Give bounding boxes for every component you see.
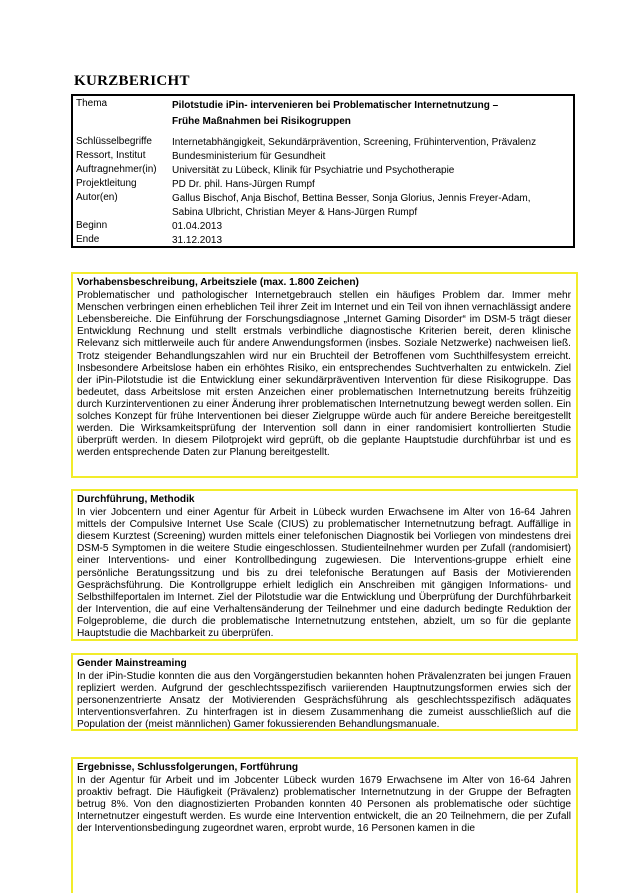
section-body: Problematischer und pathologischer Internetgebrauch stellen ein häufiges Problem dar. Immer mehr Menschen verbringen einen erheblichen Teil ihrer Zeit im Internet und ein Teil von ihnen vernachlässigt andere Lebensbereiche. Die Einführung der Forschungsdiagnose „Internet Gaming Disorder“ im DSM-5 trägt dieser Entwicklung Rechnung und stellt erstmals verbindliche diagnostische Kriterien bereit, deren klinische Relevanz sich mittlerweile auch für andere Anwendungsformen (insbes. Soziale Netzwerke) nachweisen ließ. Trotz steigender Behandlungszahlen wird nur ein Bruchteil der Betroffenen vom Suchthilfesystem erreicht. Insbesondere Arbeitslose haben ein erhöhtes Risiko, ein entsprechendes Suchtverhalten zu entwickeln. Ziel der iPin-Pilotstudie ist die Entwicklung einer sekundärpräventiven Intervention für diese Risikogruppe. Das bedeutet, dass Arbeitslose mit ersten Anzeichen einer problematischen Internetnutzung bereits frühzeitig durch Kurzinterventionen zu einer Änderung ihrer problematischen Internetnutzung bewegt werden sollen. Ein solches Konzept für frühe Interventionen bei dieser Zielgruppe würde auch für andere Bereiche bereitgestellt werden. Die Wirksamkeitsprüfung der Intervention soll dann in einer randomisiert kontrollierten Studie überprüft werden. In diesem Pilotprojekt wird geprüft, ob die geplante Hauptstudie durchführbar ist und es werden entsprechende Daten zur Planung bereitgestellt. — [77, 290, 571, 459]
section-durchfuehrung — [71, 489, 578, 641]
auftrag-value: Universität zu Lübeck, Klinik für Psychiatrie und Psychotherapie — [172, 165, 455, 176]
section-body: In der iPin-Studie konnten die aus den Vorgängerstudien bekannten hohen Prävalenzraten bei jungen Frauen repliziert werden. Aufgrund der geschlechtsspezifisch variierenden Hauptnutzungsformen erwies sich der personenzentrierte Ansatz der Motivierenden Gesprächsführung als geschlechtsspezifisch adäquates Interventionsverfahren. Zu hinterfragen ist in diesem Zusammenhang die zumeist ausschließlich auf die Population der (meist männlichen) Gamer fokussierenden Behandlungsmanuale. — [77, 671, 571, 731]
page-title: KURZBERICHT — [74, 73, 190, 89]
thema-label: Thema — [76, 98, 108, 109]
section-heading: Vorhabensbeschreibung, Arbeitsziele (max. 1.800 Zeichen) — [77, 277, 359, 288]
projekt-value: PD Dr. phil. Hans-Jürgen Rumpf — [172, 179, 315, 190]
section-body: In vier Jobcentern und einer Agentur für Arbeit in Lübeck wurden Erwachsene im Alter von 16-64 Jahren mittels der Compulsive Internet Use Scale (CIUS) zu problematischer Internetnutzung befragt. Auffällige in diesem Kurztest (Screening) wurden mittels einer telefonischen Diagnostik bei Vorliegen von mindestens drei DSM-5 Symptomen in die weitere Studie eingeschlossen. Studienteilnehmer wurden per Zufall (randomisiert) einer Interventions- und einer Kontrollbedingung zugewiesen. Die Interventions-gruppe erhielt eine persönliche Beratungssitzung und bis zu drei telefonische Beratungen auf Basis der Motivierenden Gesprächsführung. Die Kontrollgruppe erhielt lediglich ein Anschreiben mit gängigen Informations- und Selbsthilfeportalen im Internet. Ziel der Pilotstudie war die Entwicklung und Überprüfung der Durchführbarkeit der Intervention, die auf eine Verhaltensänderung der Teilnehmer und eine dadurch bedingte Reduktion der Folgeprobleme, die durch die problematische Internetnutzung entstehen, abzielt, um so für die geplante Hauptstudie die Machbarkeit zu überprüfen. — [77, 507, 571, 640]
thema-value — [172, 98, 569, 130]
section-vorhabensbeschreibung — [71, 272, 578, 478]
auftrag-label: Auftragnehmer(in) — [76, 164, 157, 175]
project-info-table — [71, 94, 575, 248]
thema-line-1: Pilotstudie iPin- intervenieren bei Problematischer Internetnutzung – — [172, 100, 499, 111]
section-heading: Gender Mainstreaming — [77, 658, 187, 669]
section-body: In der Agentur für Arbeit und im Jobcenter Lübeck wurden 1679 Erwachsene im Alter von 16-64 Jahren proaktiv befragt. Die Häufigkeit (Prävalenz) problematischer Internetnutzung in der Gruppe der Befragten betrug 8%. Von den diagnostizierten Probanden konnten 40 Personen als problematische oder süchtige Internetnutzer eingestuft werden. Es wurde eine Intervention entwickelt, die an 20 Teilnehmern, die per Zufall der Interventionsbedingung zugeordnet waren, erprobt wurde, 16 Personen kamen in die — [77, 775, 571, 835]
ressort-value: Bundesministerium für Gesundheit — [172, 151, 326, 162]
ende-label: Ende — [76, 234, 100, 245]
beginn-value: 01.04.2013 — [172, 221, 223, 232]
ressort-label: Ressort, Institut — [76, 150, 146, 161]
autor-value — [172, 192, 569, 220]
schluessel-label: Schlüsselbegriffe — [76, 136, 152, 147]
section-heading: Durchführung, Methodik — [77, 494, 195, 505]
section-ergebnisse — [71, 757, 578, 893]
ende-value: 31.12.2013 — [172, 235, 223, 246]
autor-line-2: Sabina Ulbricht, Christian Meyer & Hans-Jürgen Rumpf — [172, 207, 418, 218]
autor-line-1: Gallus Bischof, Anja Bischof, Bettina Besser, Sonja Glorius, Jennis Freyer-Adam, — [172, 193, 531, 204]
autor-label: Autor(en) — [76, 192, 118, 203]
beginn-label: Beginn — [76, 220, 108, 231]
section-heading: Ergebnisse, Schlussfolgerungen, Fortführung — [77, 762, 299, 773]
thema-line-2: Frühe Maßnahmen bei Risikogruppen — [172, 116, 351, 127]
section-gender-mainstreaming — [71, 653, 578, 731]
schluessel-value: Internetabhängigkeit, Sekundärprävention, Screening, Frühintervention, Prävalenz — [172, 137, 537, 148]
projekt-label: Projektleitung — [76, 178, 137, 189]
